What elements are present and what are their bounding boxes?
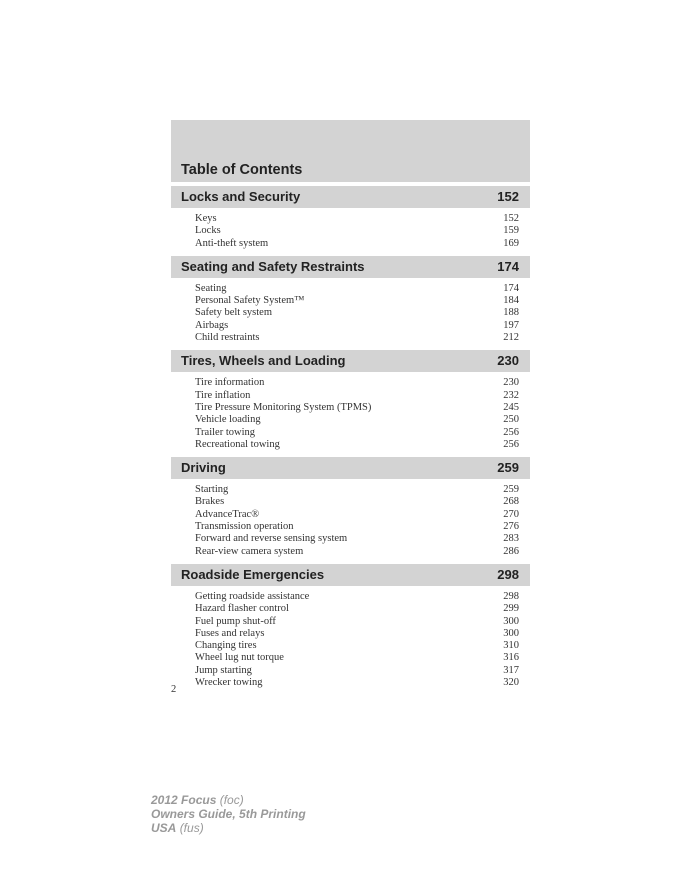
toc-entry[interactable] xyxy=(171,628,530,640)
toc-entry-label: Forward and reverse sensing system xyxy=(195,533,348,545)
section-item-list xyxy=(171,586,530,691)
footer-market: USA xyxy=(151,821,177,835)
toc-entry-label: Trailer towing xyxy=(195,426,255,438)
section-title: Tires, Wheels and Loading xyxy=(181,353,346,369)
toc-entry[interactable] xyxy=(171,652,530,664)
toc-entry[interactable] xyxy=(171,320,530,332)
toc-entry-page: 300 xyxy=(503,615,519,627)
toc-sections xyxy=(171,186,530,691)
toc-entry[interactable] xyxy=(171,665,530,677)
section-page-number: 152 xyxy=(497,189,519,204)
footer-market-code: (fus) xyxy=(179,821,204,835)
toc-entry[interactable] xyxy=(171,546,530,558)
toc-entry-page: 256 xyxy=(503,426,519,438)
footer-model: 2012 Focus xyxy=(151,793,217,807)
toc-entry[interactable] xyxy=(171,509,530,521)
section-title: Driving xyxy=(181,460,226,476)
section-page-number: 174 xyxy=(497,258,519,274)
section-item-list xyxy=(171,372,530,453)
toc-entry-page: 310 xyxy=(503,640,519,652)
toc-entry[interactable] xyxy=(171,484,530,496)
toc-entry-page: 184 xyxy=(503,295,519,307)
toc-entry-label: Airbags xyxy=(195,319,229,331)
toc-entry[interactable] xyxy=(171,616,530,628)
toc-entry-label: Recreational towing xyxy=(195,438,280,450)
section-header[interactable] xyxy=(171,457,530,479)
document-footer xyxy=(151,793,306,835)
toc-entry-label: Hazard flasher control xyxy=(195,603,289,615)
toc-entry-page: 188 xyxy=(503,307,519,319)
toc-entry-page: 316 xyxy=(503,652,519,664)
table-of-contents xyxy=(171,120,530,691)
toc-entry-page: 283 xyxy=(503,533,519,545)
section-header[interactable] xyxy=(171,256,530,278)
toc-entry-page: 256 xyxy=(503,438,519,450)
toc-header xyxy=(171,120,530,182)
toc-entry-label: AdvanceTrac® xyxy=(195,508,260,520)
toc-entry[interactable] xyxy=(171,496,530,508)
toc-entry-page: 286 xyxy=(503,545,519,557)
page-number: 2 xyxy=(171,684,177,695)
toc-entry[interactable] xyxy=(171,603,530,615)
toc-entry[interactable] xyxy=(171,427,530,439)
section-header[interactable] xyxy=(171,186,530,208)
toc-entry-label: Anti-theft system xyxy=(195,237,269,249)
toc-entry-label: Fuses and relays xyxy=(195,627,265,639)
section-header[interactable] xyxy=(171,350,530,372)
toc-entry-page: 152 xyxy=(503,213,519,224)
toc-entry-page: 298 xyxy=(503,590,519,602)
footer-line-1 xyxy=(151,793,306,807)
toc-entry-label: Keys xyxy=(195,213,217,224)
toc-entry[interactable] xyxy=(171,283,530,295)
toc-entry-page: 300 xyxy=(503,627,519,639)
toc-entry[interactable] xyxy=(171,238,530,250)
toc-entry[interactable] xyxy=(171,677,530,689)
toc-entry-page: 250 xyxy=(503,414,519,426)
toc-entry-label: Child restraints xyxy=(195,332,260,344)
toc-entry[interactable] xyxy=(171,332,530,344)
toc-entry[interactable] xyxy=(171,640,530,652)
section-page-number: 259 xyxy=(497,460,519,476)
toc-entry-label: Getting roadside assistance xyxy=(195,590,310,602)
toc-entry-label: Tire Pressure Monitoring System (TPMS) xyxy=(195,401,372,413)
toc-entry-page: 230 xyxy=(503,377,519,389)
toc-entry-page: 174 xyxy=(503,282,519,294)
toc-title: Table of Contents xyxy=(181,162,303,178)
toc-entry-label: Jump starting xyxy=(195,664,252,676)
toc-entry-page: 197 xyxy=(503,319,519,331)
section-page-number: 298 xyxy=(497,566,519,582)
toc-entry-label: Starting xyxy=(195,484,229,496)
toc-entry-page: 270 xyxy=(503,508,519,520)
section-item-list xyxy=(171,278,530,346)
section-title: Seating and Safety Restraints xyxy=(181,258,365,274)
toc-entry-page: 320 xyxy=(503,677,519,689)
section-page-number: 230 xyxy=(497,353,519,369)
toc-entry[interactable] xyxy=(171,521,530,533)
toc-entry-label: Seating xyxy=(195,282,227,294)
toc-entry-label: Locks xyxy=(195,225,221,237)
toc-entry-label: Fuel pump shut-off xyxy=(195,615,276,627)
footer-model-code: (foc) xyxy=(219,793,244,807)
toc-entry[interactable] xyxy=(171,295,530,307)
toc-entry[interactable] xyxy=(171,307,530,319)
toc-entry[interactable] xyxy=(171,225,530,237)
toc-entry[interactable] xyxy=(171,533,530,545)
toc-entry-page: 276 xyxy=(503,521,519,533)
toc-entry-label: Safety belt system xyxy=(195,307,272,319)
toc-entry-label: Wheel lug nut torque xyxy=(195,652,284,664)
toc-entry[interactable] xyxy=(171,591,530,603)
toc-entry-page: 317 xyxy=(503,664,519,676)
toc-entry-page: 159 xyxy=(503,225,519,237)
section-title: Locks and Security xyxy=(181,189,301,204)
toc-entry-label: Changing tires xyxy=(195,640,257,652)
toc-entry-label: Wrecker towing xyxy=(195,677,263,689)
toc-entry-page: 169 xyxy=(503,237,519,249)
toc-entry-label: Transmission operation xyxy=(195,521,294,533)
toc-entry-label: Vehicle loading xyxy=(195,414,261,426)
toc-entry-page: 259 xyxy=(503,484,519,496)
toc-entry-page: 212 xyxy=(503,332,519,344)
footer-line-3 xyxy=(151,821,306,835)
toc-entry-label: Tire information xyxy=(195,377,265,389)
toc-entry-page: 245 xyxy=(503,401,519,413)
section-header[interactable] xyxy=(171,564,530,586)
toc-entry-label: Rear-view camera system xyxy=(195,545,304,557)
toc-entry[interactable] xyxy=(171,414,530,426)
toc-entry-label: Personal Safety System™ xyxy=(195,295,305,307)
toc-entry-page: 299 xyxy=(503,603,519,615)
toc-entry-label: Tire inflation xyxy=(195,389,251,401)
toc-entry-page: 268 xyxy=(503,496,519,508)
toc-entry[interactable] xyxy=(171,439,530,451)
section-item-list xyxy=(171,479,530,560)
toc-entry-label: Brakes xyxy=(195,496,225,508)
section-item-list xyxy=(171,208,530,252)
section-title: Roadside Emergencies xyxy=(181,566,325,582)
toc-entry[interactable] xyxy=(171,402,530,414)
toc-entry[interactable] xyxy=(171,377,530,389)
toc-entry-page: 232 xyxy=(503,389,519,401)
toc-entry[interactable] xyxy=(171,390,530,402)
footer-line-2: Owners Guide, 5th Printing xyxy=(151,807,306,821)
toc-entry[interactable] xyxy=(171,213,530,225)
